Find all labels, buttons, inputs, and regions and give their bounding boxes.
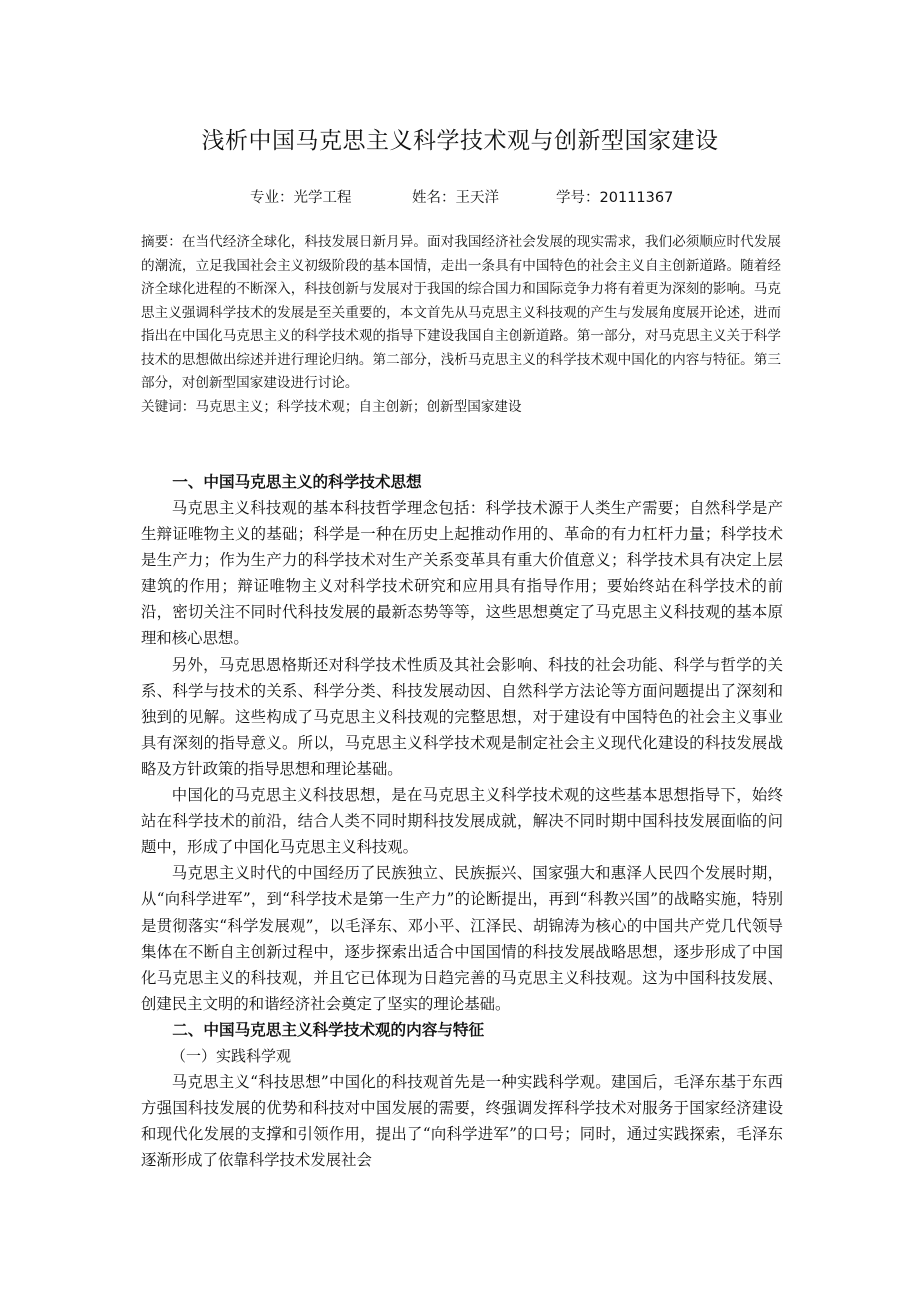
major-field: 专业：光学工程	[250, 190, 352, 206]
paragraph: 马克思主义科技观的基本科技哲学理念包括：科学技术源于人类生产需要；自然科学是产生辩证唯物主义的基础；科学是一种在历史上起推动作用的、革命的有力杠杆力量；科学技术是生产力；作为生产力的科学技术对生产关系变革具有重大价值意义；科学技术具有决定上层建筑的作用；辩证唯物主义对科学技术研究和应用具有指导作用；要始终站在科学技术的前沿，密切关注不同时代科技发展的最新态势等等，这些思想奠定了马克思主义科技观的基本原理和核心思想。	[141, 499, 783, 648]
author-info	[0, 186, 920, 206]
abstract	[141, 231, 781, 419]
student-id: 学号：20111367	[556, 190, 674, 206]
page-title: 浅析中国马克思主义科学技术观与创新型国家建设	[201, 128, 719, 154]
paragraph: 马克思主义“科技思想”中国化的科技观首先是一种实践科学观。建国后，毛泽东基于东西方强国科技发展的优势和科技对中国发展的需要，终强调发挥科学技术对服务于国家经济建设和现代化发展的支撑和引领作用，提出了“向科学进军”的口号；同时，通过实践探索，毛泽东逐渐形成了依靠科学技术发展社会	[141, 1072, 783, 1170]
paragraph: 中国化的马克思主义科技思想，是在马克思主义科学技术观的这些基本思想指导下，始终站在科学技术的前沿，结合人类不同时期科技发展成就，解决不同时期中国科技发展面临的问题中，形成了中国化马克思主义科技观。	[141, 786, 783, 857]
abstract-text: 摘要：在当代经济全球化，科技发展日新月异。面对我国经济社会发展的现实需求，我们必须顺应时代发展的潮流，立足我国社会主义初级阶段的基本国情，走出一条具有中国特色的社会主义自主创新道路。随着经济全球化进程的不断深入，科技创新与发展对于我国的综合国力和国际竞争力将有着更为深刻的影响。马克思主义强调科学技术的发展是至关重要的，本文首先从马克思主义科技观的产生与发展角度展开论述，进而指出在中国化马克思主义的科学技术观的指导下建设我国自主创新道路。第一部分，对马克思主义关于科学技术的思想做出综述并进行理论归纳。第二部分，浅析马克思主义的科学技术观中国化的内容与特征。第三部分，对创新型国家建设进行讨论。	[141, 234, 781, 391]
body-text	[141, 469, 783, 1173]
paragraph: 另外，马克思恩格斯还对科学技术性质及其社会影响、科技的社会功能、科学与哲学的关系、科学与技术的关系、科学分类、科技发展动因、自然科学方法论等方面问题提出了深刻和独到的见解。这些构成了马克思主义科技观的完整思想，对于建设有中国特色的社会主义事业具有深刻的指导意义。所以，马克思主义科学技术观是制定社会主义现代化建设的科技发展战略及方针政策的指导思想和理论基础。	[141, 655, 783, 778]
paragraph: 马克思主义时代的中国经历了民族独立、民族振兴、国家强大和惠泽人民四个发展时期，从“向科学进军”，到“科学技术是第一生产力”的论断提出，再到“科教兴国”的战略实施，特别是贯彻落实“科学发展观”，以毛泽东、邓小平、江泽民、胡锦涛为核心的中国共产党几代领导集体在不断自主创新过程中，逐步探索出适合中国国情的科技发展战略思想，逐步形成了中国化马克思主义的科技观，并且它已体现为日趋完善的马克思主义科技观。这为中国科技发展、创建民主文明的和谐经济社会奠定了坚实的理论基础。	[141, 864, 783, 1013]
keywords: 关键词：马克思主义；科学技术观；自主创新；创新型国家建设	[141, 398, 522, 415]
section-1-heading: 一、中国马克思主义的科学技术思想	[172, 473, 422, 491]
author-name: 姓名：王天洋	[412, 190, 499, 206]
subsection-heading: （一）实践科学观	[171, 1046, 292, 1065]
section-2-heading: 二、中国马克思主义科学技术观的内容与特征	[172, 1020, 485, 1039]
